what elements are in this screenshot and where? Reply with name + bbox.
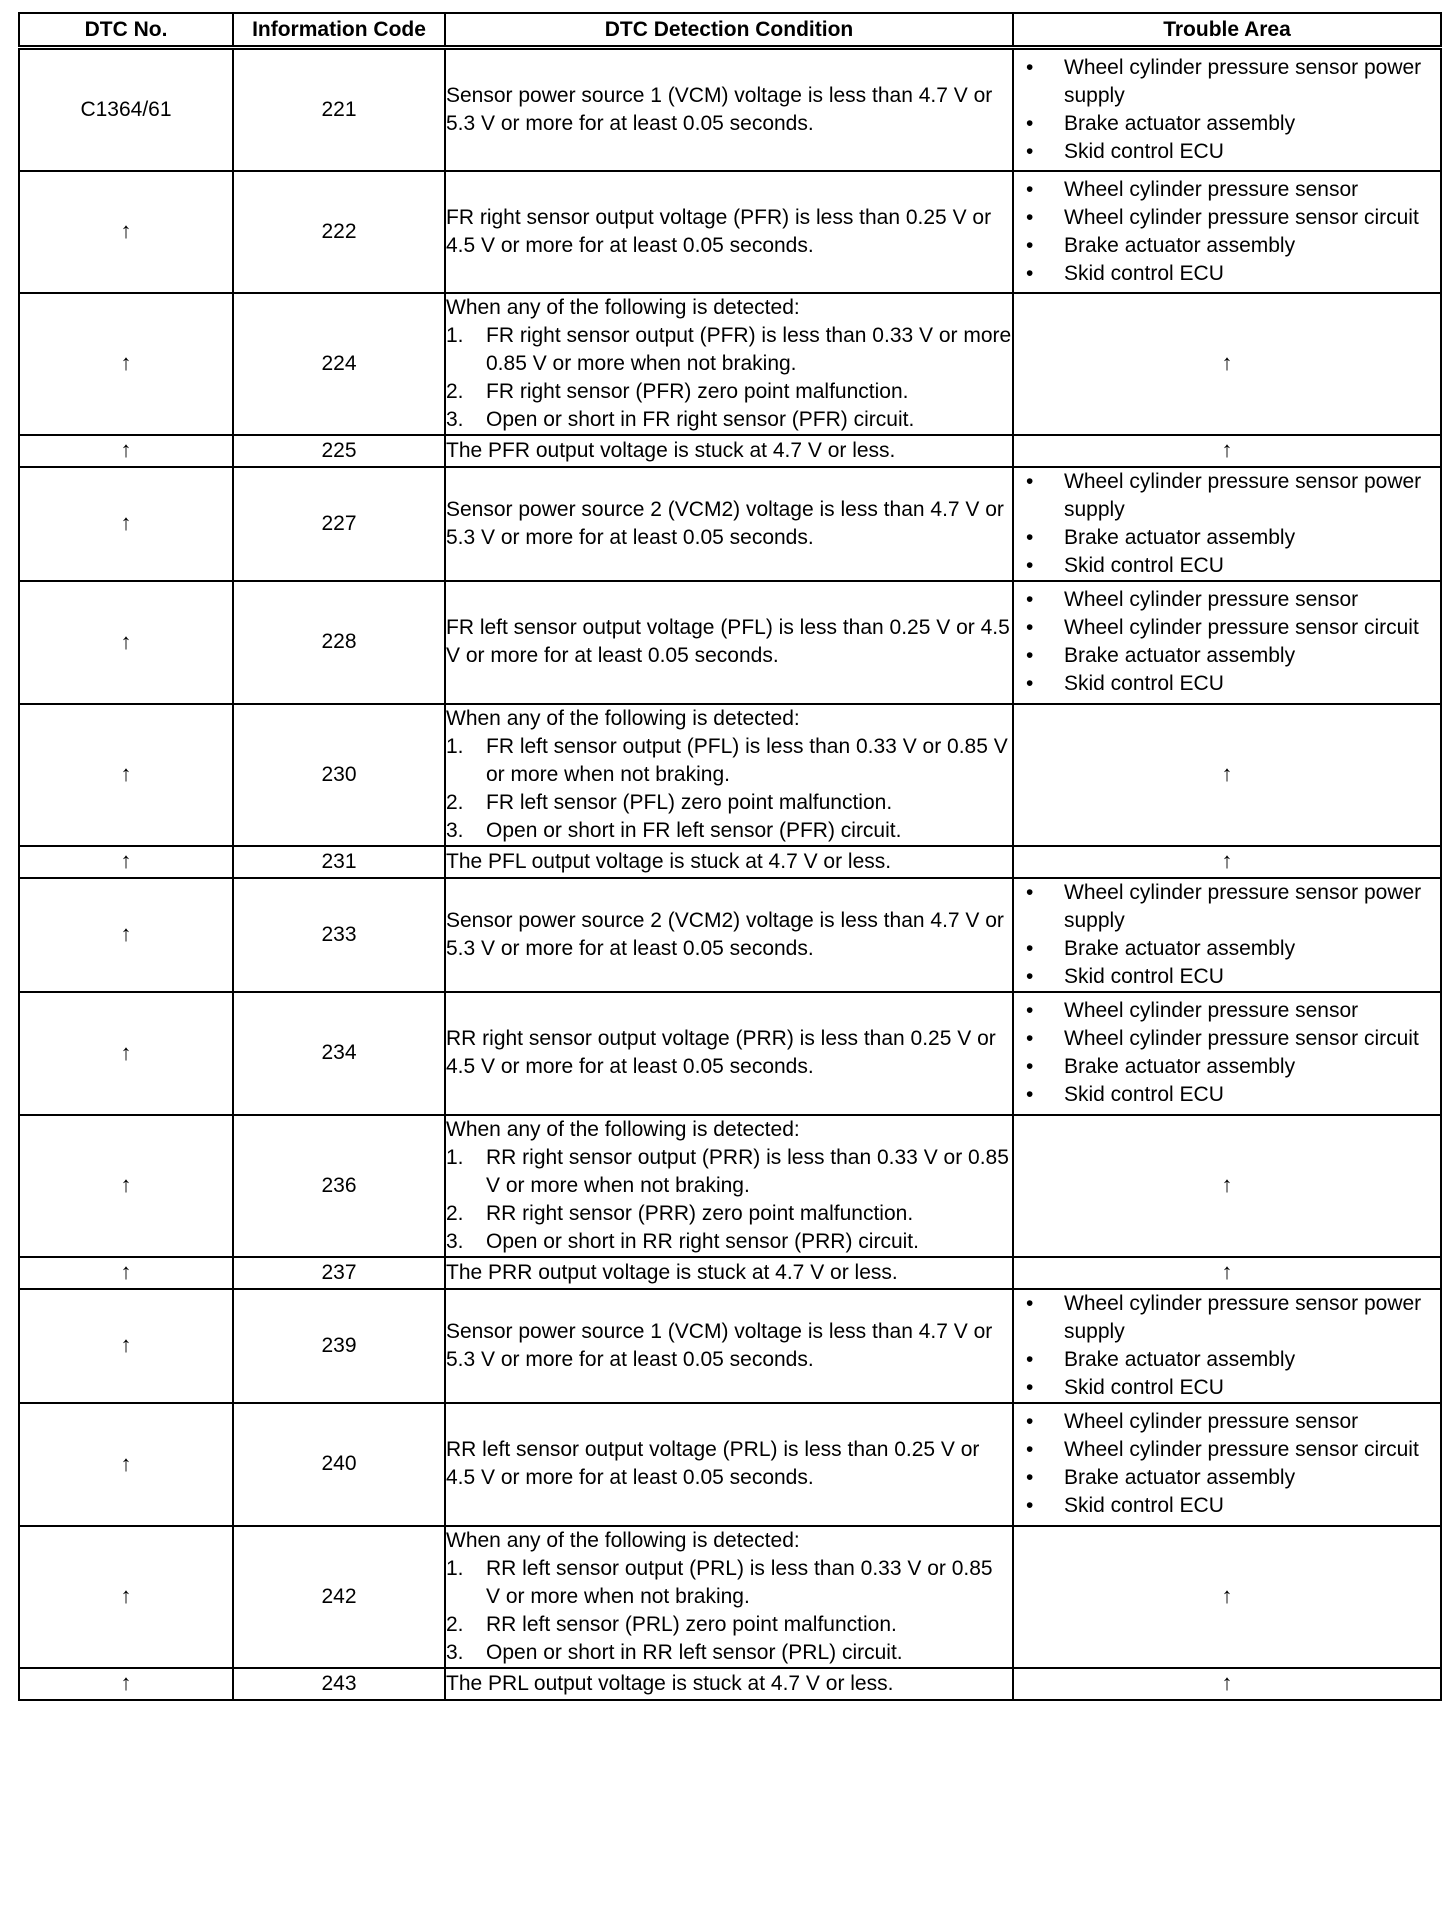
condition-text: The PRR output voltage is stuck at 4.7 V or less. (446, 1260, 898, 1284)
same-as-above-arrow: ↑ (120, 848, 132, 873)
condition-intro: When any of the following is detected: (446, 706, 800, 730)
information-code-cell (233, 293, 445, 435)
dtc-number-cell (19, 878, 233, 992)
same-as-above-arrow: ↑ (1221, 848, 1233, 873)
same-as-above-arrow: ↑ (120, 761, 132, 786)
detection-condition-cell (445, 48, 1013, 171)
trouble-area-cell (1013, 704, 1441, 846)
trouble-area-cell (1013, 171, 1441, 293)
trouble-area-item: • Brake actuator assembly (1014, 110, 1440, 138)
trouble-area-list (1014, 1408, 1440, 1520)
information-code-cell (233, 992, 445, 1115)
table-row (19, 992, 1441, 1115)
condition-item-number: 2. (446, 1612, 464, 1636)
condition-item-text: FR left sensor (PFL) zero point malfunction. (486, 790, 893, 814)
table-row (19, 846, 1441, 878)
information-code-cell (233, 846, 445, 878)
trouble-area-cell (1013, 1289, 1441, 1403)
detection-condition-cell (445, 581, 1013, 704)
table-row (19, 1257, 1441, 1289)
trouble-area-cell (1013, 1257, 1441, 1289)
condition-text: Sensor power source 1 (VCM) voltage is less than 4.7 V or 5.3 V or more for at least 0.05 seconds. (446, 83, 993, 135)
dtc-number-cell (19, 1257, 233, 1289)
condition-list-item (446, 1555, 1012, 1611)
dtc-number-cell (19, 293, 233, 435)
condition-item-number: 3. (446, 407, 464, 431)
trouble-area-cell (1013, 992, 1441, 1115)
table-row (19, 704, 1441, 846)
information-code-cell (233, 581, 445, 704)
condition-item-number: 2. (446, 379, 464, 403)
dtc-number-cell (19, 1289, 233, 1403)
condition-list-item (446, 1144, 1012, 1200)
detection-condition-cell (445, 467, 1013, 581)
same-as-above-arrow: ↑ (1221, 437, 1233, 462)
information-code: 224 (321, 351, 357, 375)
same-as-above-arrow: ↑ (120, 510, 132, 535)
information-code: 221 (321, 97, 357, 121)
trouble-area-item: • Skid control ECU (1014, 552, 1440, 580)
condition-item-text: Open or short in FR right sensor (PFR) circuit. (486, 407, 915, 431)
trouble-area-item: • Skid control ECU (1014, 1492, 1440, 1520)
trouble-area-item: • Wheel cylinder pressure sensor (1014, 586, 1440, 614)
table-row (19, 878, 1441, 992)
condition-item-number: 1. (446, 734, 464, 758)
condition-item-text: RR right sensor output (PRR) is less than 0.33 V or 0.85 V or more when not braking. (486, 1145, 1009, 1197)
information-code: 243 (321, 1671, 357, 1695)
same-as-above-arrow: ↑ (120, 628, 132, 654)
information-code-cell (233, 1257, 445, 1289)
condition-text: The PFL output voltage is stuck at 4.7 V or less. (446, 849, 892, 873)
trouble-area-cell (1013, 467, 1441, 581)
dtc-number-cell (19, 581, 233, 704)
header-information-code: Information Code (233, 13, 445, 48)
trouble-area-item: • Skid control ECU (1014, 138, 1440, 166)
condition-item-text: FR right sensor (PFR) zero point malfunction. (486, 379, 909, 403)
table-body (19, 48, 1441, 1700)
table-row (19, 1403, 1441, 1526)
trouble-area-item: • Wheel cylinder pressure sensor (1014, 1408, 1440, 1436)
trouble-area-item: • Wheel cylinder pressure sensor power supply (1014, 879, 1440, 935)
same-as-above-arrow: ↑ (120, 350, 132, 375)
condition-item-number: 2. (446, 790, 464, 814)
dtc-number-cell (19, 1403, 233, 1526)
information-code-cell (233, 878, 445, 992)
condition-list-item (446, 1200, 1012, 1228)
condition-list-item (446, 406, 1012, 434)
condition-list-item (446, 789, 1012, 817)
information-code-cell (233, 467, 445, 581)
dtc-number-cell (19, 1115, 233, 1257)
information-code: 240 (321, 1452, 357, 1475)
dtc-number-cell (19, 171, 233, 293)
information-code-cell (233, 1526, 445, 1668)
information-code: 233 (321, 922, 357, 946)
information-code-cell (233, 704, 445, 846)
trouble-area-list (1014, 997, 1440, 1109)
trouble-area-list (1014, 468, 1440, 580)
condition-list (446, 1555, 1012, 1667)
same-as-above-arrow: ↑ (120, 1172, 132, 1197)
trouble-area-item: • Wheel cylinder pressure sensor power supply (1014, 468, 1440, 524)
condition-intro: When any of the following is detected: (446, 295, 800, 319)
trouble-area-item: • Wheel cylinder pressure sensor circuit (1014, 1025, 1440, 1053)
same-as-above-arrow: ↑ (120, 1039, 132, 1065)
condition-text: RR right sensor output voltage (PRR) is less than 0.25 V or 4.5 V or more for at least 0.05 seconds. (446, 1027, 996, 1078)
header-detection-condition: DTC Detection Condition (445, 13, 1013, 48)
trouble-area-item: • Brake actuator assembly (1014, 935, 1440, 963)
table-row (19, 48, 1441, 171)
trouble-area-item: • Skid control ECU (1014, 670, 1440, 698)
information-code: 236 (321, 1173, 357, 1197)
condition-list-item (446, 733, 1012, 789)
trouble-area-list (1014, 586, 1440, 698)
dtc-number: C1364/61 (80, 97, 172, 121)
trouble-area-cell (1013, 1668, 1441, 1700)
same-as-above-arrow: ↑ (120, 218, 132, 243)
dtc-number-cell (19, 992, 233, 1115)
trouble-area-item: • Brake actuator assembly (1014, 1464, 1440, 1492)
condition-item-text: RR right sensor (PRR) zero point malfunction. (486, 1201, 914, 1225)
condition-item-number: 3. (446, 818, 464, 842)
detection-condition-cell (445, 171, 1013, 293)
trouble-area-item: • Skid control ECU (1014, 260, 1440, 288)
condition-list-item (446, 322, 1012, 378)
information-code-cell (233, 1115, 445, 1257)
dtc-number-cell (19, 467, 233, 581)
condition-text: The PRL output voltage is stuck at 4.7 V or less. (446, 1671, 894, 1695)
table-row (19, 171, 1441, 293)
same-as-above-arrow: ↑ (120, 437, 132, 462)
condition-list (446, 1144, 1012, 1256)
same-as-above-arrow: ↑ (120, 1583, 132, 1608)
detection-condition-cell (445, 435, 1013, 467)
condition-text: The PFR output voltage is stuck at 4.7 V or less. (446, 438, 896, 462)
dtc-number-cell (19, 435, 233, 467)
condition-item-text: FR right sensor output (PFR) is less than 0.33 V or more 0.85 V or more when not braking. (486, 323, 1012, 375)
trouble-area-cell (1013, 1403, 1441, 1526)
trouble-area-item: • Wheel cylinder pressure sensor (1014, 997, 1440, 1025)
detection-condition-cell (445, 1668, 1013, 1700)
information-code: 225 (321, 438, 357, 462)
same-as-above-arrow: ↑ (120, 1332, 132, 1357)
condition-item-number: 3. (446, 1229, 464, 1253)
trouble-area-item: • Wheel cylinder pressure sensor circuit (1014, 1436, 1440, 1464)
same-as-above-arrow: ↑ (1221, 1259, 1233, 1284)
header-row (19, 13, 1441, 48)
trouble-area-item: • Skid control ECU (1014, 1081, 1440, 1109)
trouble-area-list (1014, 54, 1440, 166)
condition-item-number: 1. (446, 1145, 464, 1169)
information-code-cell (233, 1289, 445, 1403)
condition-text: RR left sensor output voltage (PRL) is less than 0.25 V or 4.5 V or more for at least 0.05 seconds. (446, 1438, 980, 1489)
information-code: 237 (321, 1260, 357, 1284)
same-as-above-arrow: ↑ (1221, 1172, 1233, 1197)
trouble-area-cell (1013, 293, 1441, 435)
table-row (19, 1526, 1441, 1668)
dtc-table (18, 12, 1442, 1701)
detection-condition-cell (445, 1526, 1013, 1668)
information-code: 239 (321, 1333, 357, 1357)
detection-condition-cell (445, 1257, 1013, 1289)
condition-item-number: 1. (446, 1556, 464, 1580)
trouble-area-cell (1013, 435, 1441, 467)
trouble-area-cell (1013, 846, 1441, 878)
condition-text: Sensor power source 2 (VCM2) voltage is less than 4.7 V or 5.3 V or more for at least 0.05 seconds. (446, 908, 1004, 960)
trouble-area-item: • Wheel cylinder pressure sensor (1014, 176, 1440, 204)
trouble-area-item: • Wheel cylinder pressure sensor circuit (1014, 614, 1440, 642)
same-as-above-arrow: ↑ (120, 1259, 132, 1284)
condition-list (446, 322, 1012, 434)
same-as-above-arrow: ↑ (1221, 761, 1233, 786)
information-code: 230 (321, 762, 357, 786)
information-code-cell (233, 48, 445, 171)
same-as-above-arrow: ↑ (120, 1670, 132, 1695)
condition-item-number: 3. (446, 1640, 464, 1664)
condition-item-number: 1. (446, 323, 464, 347)
condition-item-number: 2. (446, 1201, 464, 1225)
detection-condition-cell (445, 1403, 1013, 1526)
trouble-area-item: • Wheel cylinder pressure sensor power supply (1014, 1290, 1440, 1346)
same-as-above-arrow: ↑ (1221, 1583, 1233, 1608)
information-code: 227 (321, 511, 357, 535)
condition-intro: When any of the following is detected: (446, 1117, 800, 1141)
trouble-area-cell (1013, 581, 1441, 704)
detection-condition-cell (445, 293, 1013, 435)
trouble-area-cell (1013, 48, 1441, 171)
condition-item-text: RR left sensor output (PRL) is less than 0.33 V or 0.85 V or more when not braking. (486, 1556, 993, 1608)
condition-list (446, 733, 1012, 845)
information-code-cell (233, 1668, 445, 1700)
trouble-area-item: • Brake actuator assembly (1014, 1053, 1440, 1081)
same-as-above-arrow: ↑ (120, 921, 132, 946)
dtc-number-cell (19, 1526, 233, 1668)
trouble-area-item: • Skid control ECU (1014, 963, 1440, 991)
header-dtc-no: DTC No. (19, 13, 233, 48)
table-row (19, 1115, 1441, 1257)
table-row (19, 1289, 1441, 1403)
detection-condition-cell (445, 878, 1013, 992)
dtc-number-cell (19, 1668, 233, 1700)
dtc-number-cell (19, 704, 233, 846)
table-row (19, 467, 1441, 581)
information-code: 242 (321, 1584, 357, 1608)
dtc-number-cell (19, 48, 233, 171)
trouble-area-cell (1013, 1115, 1441, 1257)
information-code: 222 (321, 219, 357, 243)
trouble-area-item: • Brake actuator assembly (1014, 642, 1440, 670)
trouble-area-item: • Brake actuator assembly (1014, 232, 1440, 260)
trouble-area-list (1014, 1290, 1440, 1402)
information-code-cell (233, 1403, 445, 1526)
condition-list-item (446, 817, 1012, 845)
condition-item-text: Open or short in RR right sensor (PRR) circuit. (486, 1229, 919, 1253)
condition-text: Sensor power source 2 (VCM2) voltage is less than 4.7 V or 5.3 V or more for at least 0.05 seconds. (446, 497, 1004, 549)
condition-list-item (446, 1611, 1012, 1639)
condition-list-item (446, 1639, 1012, 1667)
table-row (19, 293, 1441, 435)
trouble-area-list (1014, 176, 1440, 288)
dtc-number-cell (19, 846, 233, 878)
table-header (19, 13, 1441, 48)
detection-condition-cell (445, 1289, 1013, 1403)
information-code: 228 (321, 630, 357, 653)
information-code-cell (233, 171, 445, 293)
condition-intro: When any of the following is detected: (446, 1528, 800, 1552)
same-as-above-arrow: ↑ (120, 1450, 132, 1476)
detection-condition-cell (445, 1115, 1013, 1257)
same-as-above-arrow: ↑ (1221, 350, 1233, 375)
detection-condition-cell (445, 992, 1013, 1115)
condition-text: FR left sensor output voltage (PFL) is less than 0.25 V or 4.5 V or more for at least 0.05 seconds. (446, 616, 1010, 667)
trouble-area-item: • Wheel cylinder pressure sensor circuit (1014, 204, 1440, 232)
detection-condition-cell (445, 704, 1013, 846)
condition-list-item (446, 1228, 1012, 1256)
trouble-area-cell (1013, 878, 1441, 992)
trouble-area-list (1014, 879, 1440, 991)
table-row (19, 581, 1441, 704)
trouble-area-item: • Brake actuator assembly (1014, 524, 1440, 552)
same-as-above-arrow: ↑ (1221, 1670, 1233, 1695)
condition-text: Sensor power source 1 (VCM) voltage is less than 4.7 V or 5.3 V or more for at least 0.05 seconds. (446, 1319, 993, 1371)
table-row (19, 1668, 1441, 1700)
condition-item-text: Open or short in FR left sensor (PFR) circuit. (486, 818, 902, 842)
condition-item-text: RR left sensor (PRL) zero point malfunction. (486, 1612, 897, 1636)
information-code: 234 (321, 1041, 357, 1064)
trouble-area-item: • Brake actuator assembly (1014, 1346, 1440, 1374)
detection-condition-cell (445, 846, 1013, 878)
trouble-area-item: • Skid control ECU (1014, 1374, 1440, 1402)
information-code-cell (233, 435, 445, 467)
condition-list-item (446, 378, 1012, 406)
information-code: 231 (321, 849, 357, 873)
condition-text: FR right sensor output voltage (PFR) is less than 0.25 V or 4.5 V or more for at least 0.05 seconds. (446, 205, 992, 257)
condition-item-text: FR left sensor output (PFL) is less than 0.33 V or 0.85 V or more when not braking. (486, 734, 1008, 786)
header-trouble-area: Trouble Area (1013, 13, 1441, 48)
trouble-area-item: • Wheel cylinder pressure sensor power supply (1014, 54, 1440, 110)
condition-item-text: Open or short in RR left sensor (PRL) circuit. (486, 1640, 903, 1664)
trouble-area-cell (1013, 1526, 1441, 1668)
table-row (19, 435, 1441, 467)
